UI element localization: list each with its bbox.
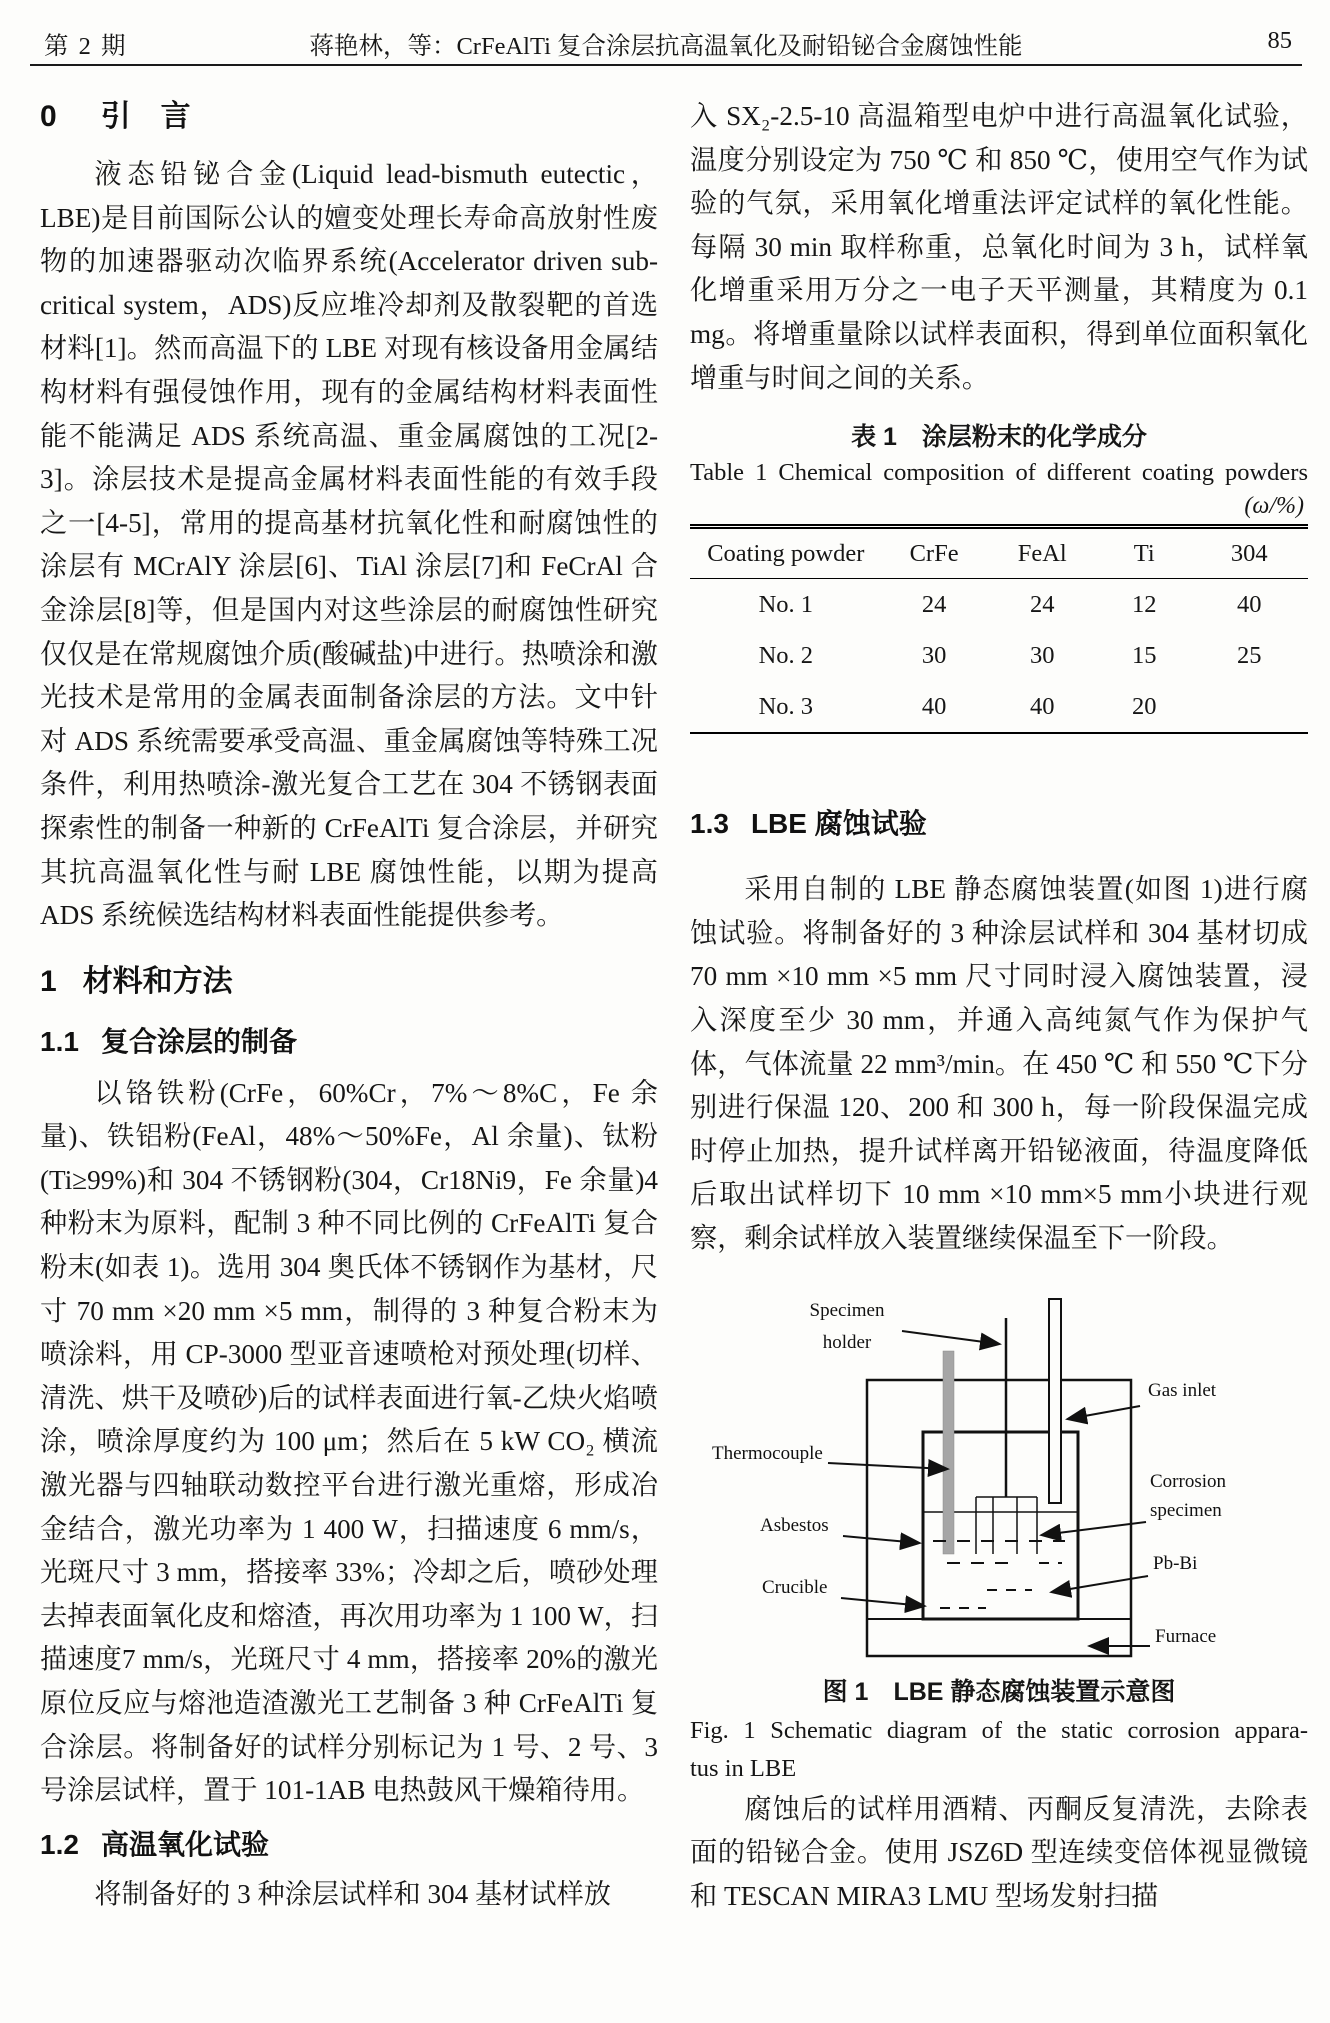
pbbi-arrow xyxy=(1052,1576,1148,1592)
column-header: FeAl xyxy=(987,527,1098,579)
paragraph-lbe-corrosion-test: 采用自制的 LBE 静态腐蚀装置(如图 1)进行腐蚀试验。将制备好的 3 种涂层试样和 304 基材切成 70 mm ×10 mm ×5 mm 尺寸同时浸入腐蚀装置，浸入深度至少 30 mm，并通入高纯氮气作为保护气体，气体流量 22 mm³/min。在 450 ℃ 和 550 ℃下分别进行保温 120、200 和 300 h，每一阶段保温完成时停止加热，提升试样离开铅铋液面，待温度降低后取出试样切下 10 mm ×10 mm×5 mm小块进行观察，剩余试样放入装置继续保温至下一阶段。 xyxy=(690,874,1308,1253)
corrosion-specimen-label: Corrosion xyxy=(1150,1470,1226,1492)
asbestos-label: Asbestos xyxy=(760,1514,829,1536)
left-column xyxy=(40,95,658,1916)
cell: No. 3 xyxy=(758,693,814,721)
paragraph-oxidation-test: 将制备好的 3 种涂层试样和 304 基材试样放 xyxy=(94,1878,611,1909)
cell: No. 1 xyxy=(758,591,814,619)
column-header: 304 xyxy=(1191,527,1308,579)
cell: 24 xyxy=(921,591,947,619)
cell: 25 xyxy=(1237,642,1262,670)
cell: 40 xyxy=(921,693,947,721)
crucible-label: Crucible xyxy=(762,1576,828,1598)
subsection-heading-1-2 xyxy=(40,1825,658,1865)
gas-inlet-label: Gas inlet xyxy=(1148,1379,1217,1401)
specimen-holder-label: Specimen xyxy=(809,1299,885,1321)
paragraph-cleaning: 腐蚀后的试样用酒精、丙酮反复清洗，去除表面的铅铋合金。使用 JSZ6D 型连续变倍体视显微镜和 TESCAN MIRA3 LMU 型场发射扫描 xyxy=(690,1793,1308,1911)
subsection-number: 1.2 xyxy=(40,1828,79,1860)
section-title: 材料和方法 xyxy=(82,964,233,998)
figure-caption-zh: 图 1 LBE 静态腐蚀装置示意图 xyxy=(822,1677,1176,1706)
column-header: Ti xyxy=(1098,527,1191,579)
section-heading-0 xyxy=(40,97,658,137)
right-column xyxy=(690,95,1308,1918)
subsection-heading-1-3 xyxy=(690,804,1308,844)
journal-issue: 第 2 期 xyxy=(44,33,128,60)
running-title: 蒋艳林，等：CrFeAlTi 复合涂层抗高温氧化及耐铅铋合金腐蚀性能 xyxy=(309,33,1023,60)
cell: 30 xyxy=(921,642,947,670)
figure-1 xyxy=(690,1291,1308,1788)
asbestos-arrow xyxy=(843,1536,919,1543)
gas-inlet-arrow xyxy=(1068,1406,1140,1419)
running-header xyxy=(30,20,1302,66)
table-1 xyxy=(690,524,1308,734)
table-caption-zh: 表 1 涂层粉末的化学成分 xyxy=(851,423,1147,452)
thermocouple-label: Thermocouple xyxy=(712,1442,823,1464)
cell: 15 xyxy=(1131,642,1157,670)
corrosion-specimen-label: specimen xyxy=(1150,1499,1222,1521)
page-number: 85 xyxy=(1267,27,1292,54)
column-header: Coating powder xyxy=(690,527,882,579)
corrosion-apparatus-diagram xyxy=(710,1291,1240,1666)
furnace-outline xyxy=(867,1380,1131,1656)
figure-caption-en-line1: Fig. 1 Schematic diagram of the static corrosion appara- xyxy=(690,1716,1308,1744)
subsection-number: 1.1 xyxy=(40,1025,79,1057)
specimen-holder-arrow xyxy=(902,1331,999,1344)
furnace-label: Furnace xyxy=(1155,1625,1217,1647)
section-number: 1 xyxy=(40,964,57,998)
figure-caption-en-line2: tus in LBE xyxy=(690,1754,797,1782)
section-number: 0 xyxy=(40,100,71,133)
cell: 40 xyxy=(1029,693,1055,721)
cell: 20 xyxy=(1131,693,1157,721)
cell xyxy=(1191,681,1308,733)
table-unit-label: (ω/%) xyxy=(1244,493,1304,520)
cell: 30 xyxy=(1029,642,1055,670)
paragraph-introduction: 液态铅铋合金(Liquid lead-bismuth eutectic，LBE)是目前国际公认的嬗变处理长寿命高放射性废物的加速器驱动次临界系统(Accelerator driven sub-critical system，ADS)反应堆冷却剂及散裂靶的首选材料[1]。然而高温下的 LBE 对现有核设备用金属结构材料有强侵蚀作用，现有的金属结构材料表面性能不能满足 ADS 系统高温、重金属腐蚀的工况[2-3]。涂层技术是提高金属材料表面性能的有效手段之一[4-5]，常用的提高基材抗氧化性和耐腐蚀性的涂层有 MCrAlY 涂层[6]、TiAl 涂层[7]和 FeCrAl 合金涂层[8]等，但是国内对这些涂层的耐腐蚀性研究仅仅是在常规腐蚀介质(酸碱盐)中进行。热喷涂和激光技术是常用的金属表面制备涂层的方法。文中针对 ADS 系统需要承受高温、重金属腐蚀等特殊工况条件，利用热喷涂-激光复合工艺在 304 不锈钢表面探索性的制备一种新的 CrFeAlTi 复合涂层，并研究其抗高温氧化性与耐 LBE 腐蚀性能，以期为提高 ADS 系统候选结构材料表面性能提供参考。 xyxy=(40,159,658,931)
table-1-block xyxy=(690,422,1308,734)
cell: 24 xyxy=(1029,591,1055,619)
column-header: CrFe xyxy=(882,527,987,579)
table-row xyxy=(690,579,1308,631)
section-title: 引 言 xyxy=(100,100,191,133)
thermocouple-bar xyxy=(943,1351,954,1554)
cell: 12 xyxy=(1131,591,1157,619)
subsection-title: 高温氧化试验 xyxy=(100,1828,269,1860)
cell: No. 2 xyxy=(758,642,814,670)
figure-caption-en xyxy=(690,1712,1308,1788)
table-row xyxy=(690,681,1308,733)
paragraph-oxidation-continued: 入 SX₂-2.5-10 高温箱型电炉中进行高温氧化试验，温度分别设定为 750 ℃ 和 850 ℃，使用空气作为试验的气氛，采用氧化增重法评定试样的氧化性能。每隔 30 min 取样称重，总氧化时间为 3 h，试样氧化增重采用万分之一电子天平测量，其精度为 0.1 mg。将增重量除以试样表面积，得到单位面积氧化增重与时间之间的关系。 xyxy=(690,101,1308,393)
thermocouple-arrow xyxy=(828,1463,947,1469)
gas-inlet-tube xyxy=(1049,1299,1061,1503)
specimen-holder-label: holder xyxy=(822,1331,872,1353)
section-heading-1 xyxy=(40,962,658,1002)
subsection-heading-1-1 xyxy=(40,1022,658,1062)
table-header-row xyxy=(690,527,1308,579)
pbbi-label: Pb-Bi xyxy=(1153,1552,1198,1574)
cell: 40 xyxy=(1237,591,1262,619)
crucible-arrow xyxy=(841,1598,924,1606)
table-caption-en: Table 1 Chemical composition of different coating powders xyxy=(690,459,1308,487)
subsection-number: 1.3 xyxy=(690,808,729,840)
table-row xyxy=(690,630,1308,681)
subsection-title: LBE 腐蚀试验 xyxy=(750,808,927,840)
paragraph-coating-preparation: 以铬铁粉(CrFe，60%Cr，7%～8%C，Fe 余量)、铁铝粉(FeAl，48%～50%Fe，Al 余量)、钛粉(Ti≥99%)和 304 不锈钢粉(304，Cr18Ni9，Fe 余量)4 种粉末为原料，配制 3 种不同比例的 CrFeAlTi 复合粉末(如表 1)。选用 304 奥氏体不锈钢作为基材，尺寸 70 mm ×20 mm ×5 mm，制得的 3 种复合粉末为喷涂料，用 CP-3000 型亚音速喷枪对预处理(切样、清洗、烘干及喷砂)后的试样表面进行氧-乙炔火焰喷涂，喷涂厚度约为 100 μm；然后在 5 kW CO₂ 横流激光器与四轴联动数控平台进行激光重熔，形成冶金结合，激光功率为 1 400 W，扫描速度 6 mm/s，光斑尺寸 3 mm，搭接率 33%；冷却之后，喷砂处理去掉表面氧化皮和熔渣，再次用功率为 1 100 W，扫描速度7 mm/s，光斑尺寸 4 mm，搭接率 20%的激光原位反应与熔池造渣激光工艺制备 3 种 CrFeAlTi 复合涂层。将制备好的试样分别标记为 1 号、2 号、3 号涂层试样，置于 101-1AB 电热鼓风干燥箱待用。 xyxy=(40,1077,658,1806)
subsection-title: 复合涂层的制备 xyxy=(100,1025,297,1057)
